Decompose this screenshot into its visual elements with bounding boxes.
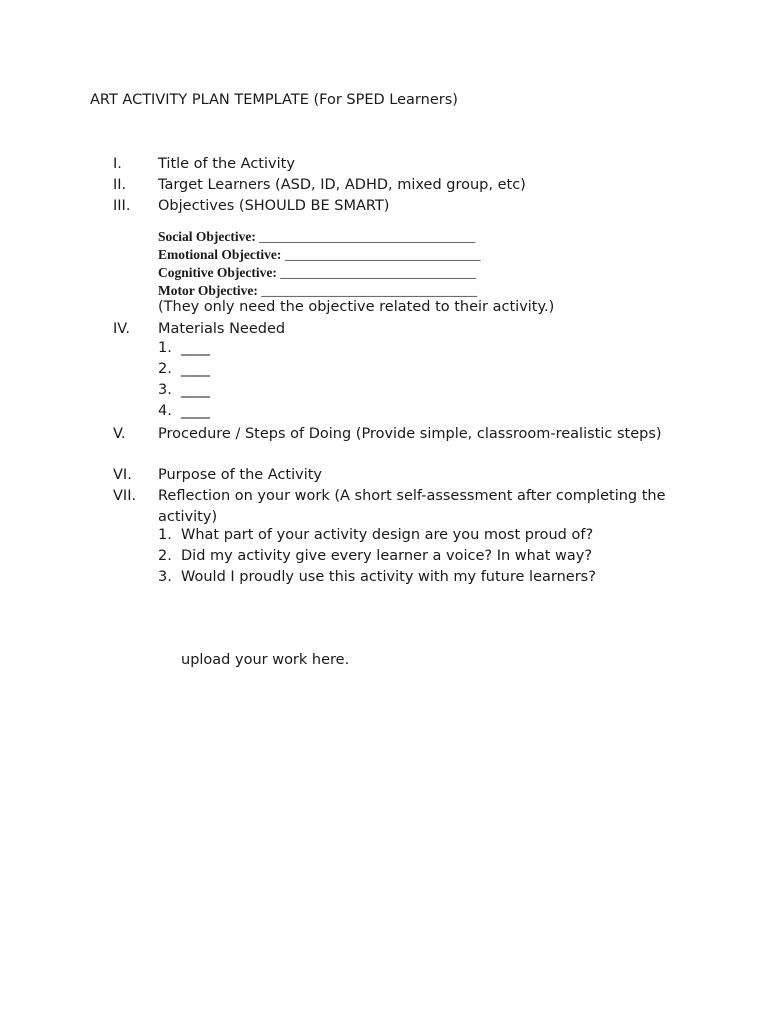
material-blank: ____ xyxy=(181,361,210,377)
question-text: What part of your activity design are you most proud of? xyxy=(181,527,594,543)
material-item-1 xyxy=(158,340,210,356)
upload-instruction: upload your work here. xyxy=(181,652,350,668)
objective-blank: _____________________________ xyxy=(284,247,481,262)
objective-label: Motor Objective: xyxy=(158,283,258,298)
section-numeral: II. xyxy=(113,177,127,193)
question-text: Did my activity give every learner a voice? In what way? xyxy=(181,548,593,564)
objective-label: Social Objective: xyxy=(158,229,256,244)
section-numeral: VII. xyxy=(113,488,137,504)
section-objectives xyxy=(113,196,673,217)
item-number: 2. xyxy=(158,548,172,564)
material-blank: ____ xyxy=(181,382,210,398)
section-heading: Target Learners (ASD, ID, ADHD, mixed group, etc) xyxy=(158,177,526,193)
objective-blank: ________________________________ xyxy=(259,229,476,244)
section-heading: Title of the Activity xyxy=(158,156,295,172)
item-number: 1. xyxy=(158,527,172,543)
section-numeral: V. xyxy=(113,426,126,442)
section-heading: Materials Needed xyxy=(158,321,286,337)
section-numeral: IV. xyxy=(113,321,130,337)
objective-blank: _____________________________ xyxy=(280,265,476,280)
material-item-4 xyxy=(158,403,210,419)
section-heading: Objectives (SHOULD BE SMART) xyxy=(158,198,390,214)
material-blank: ____ xyxy=(181,403,210,419)
section-numeral: III. xyxy=(113,198,131,214)
material-item-3 xyxy=(158,382,210,398)
reflection-question-2 xyxy=(158,548,592,564)
document-title: ART ACTIVITY PLAN TEMPLATE (For SPED Learners) xyxy=(90,92,458,108)
section-numeral: VI. xyxy=(113,467,132,483)
social-objective-line xyxy=(158,228,475,246)
section-heading: Procedure / Steps of Doing (Provide simple, classroom-realistic steps) xyxy=(158,426,662,442)
question-text: Would I proudly use this activity with my future learners? xyxy=(181,569,596,585)
item-number: 1. xyxy=(158,340,172,356)
section-numeral: I. xyxy=(113,156,122,172)
section-reflection xyxy=(113,486,673,527)
section-title-of-activity xyxy=(113,154,673,175)
section-heading: Reflection on your work (A short self-assessment after completing the activity) xyxy=(158,488,666,525)
section-purpose xyxy=(113,465,673,486)
material-item-2 xyxy=(158,361,210,377)
objective-label: Emotional Objective: xyxy=(158,247,282,262)
item-number: 3. xyxy=(158,569,172,585)
material-blank: ____ xyxy=(181,340,210,356)
reflection-question-1 xyxy=(158,527,593,543)
motor-objective-line xyxy=(158,282,477,300)
objective-blank: ________________________________ xyxy=(261,283,478,298)
section-target-learners xyxy=(113,175,673,196)
item-number: 2. xyxy=(158,361,172,377)
reflection-question-3 xyxy=(158,569,596,585)
section-procedure xyxy=(113,424,673,445)
objective-label: Cognitive Objective: xyxy=(158,265,277,280)
cognitive-objective-line xyxy=(158,264,476,282)
section-materials-needed xyxy=(113,319,673,340)
item-number: 4. xyxy=(158,403,172,419)
objectives-note: (They only need the objective related to their activity.) xyxy=(158,299,555,315)
emotional-objective-line xyxy=(158,246,480,264)
item-number: 3. xyxy=(158,382,172,398)
section-heading: Purpose of the Activity xyxy=(158,467,323,483)
